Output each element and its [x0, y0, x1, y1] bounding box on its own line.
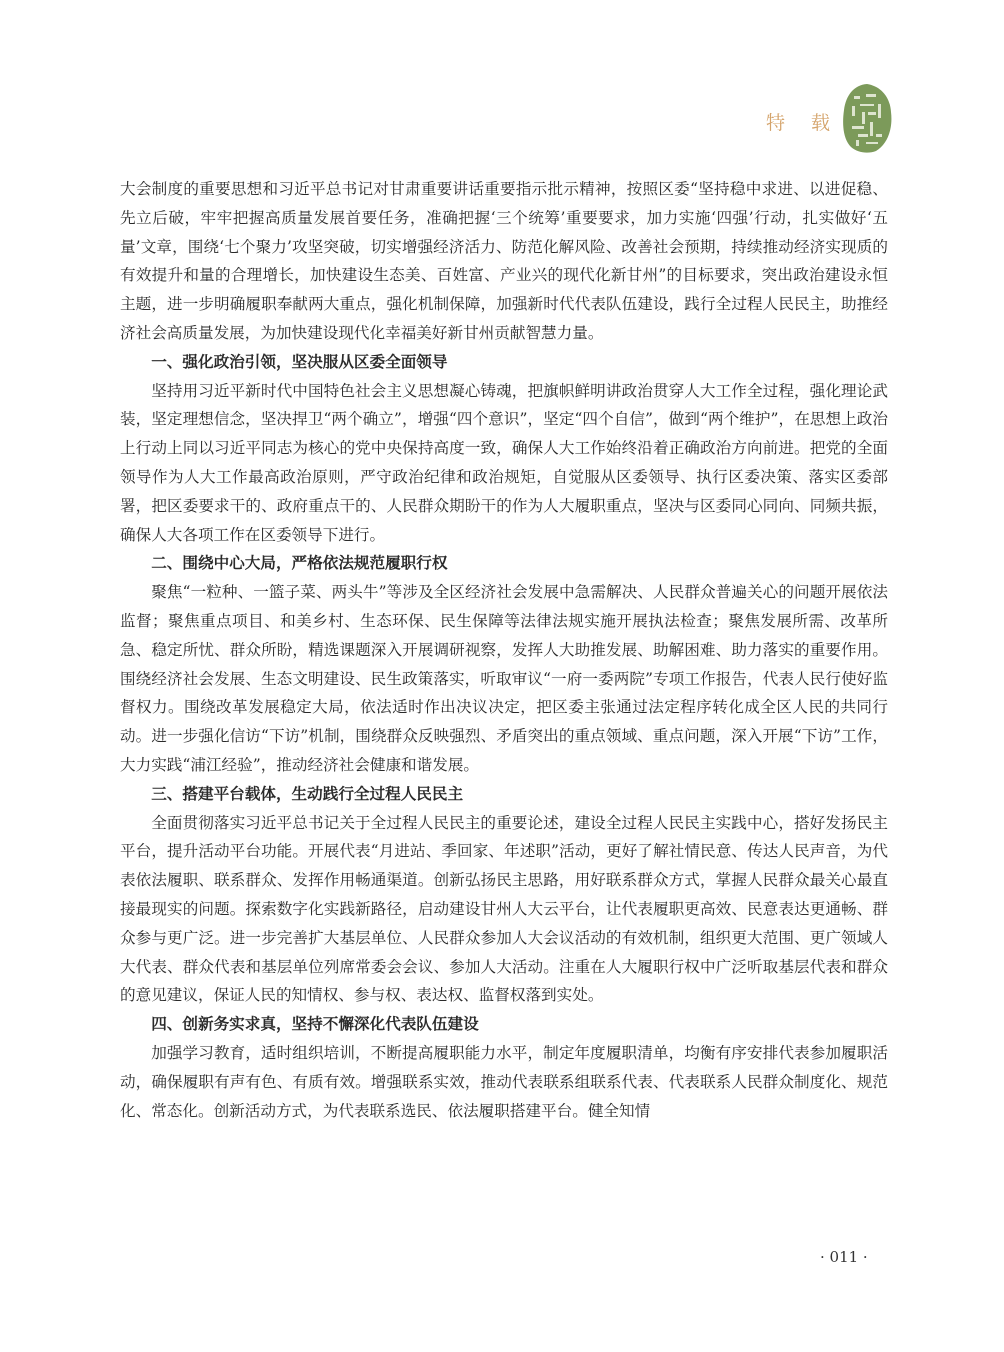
paragraph-4: 加强学习教育，适时组织培训，不断提高履职能力水平，制定年度履职清单，均衡有序安排代表参加履职活动，确保履职有声有色、有质有效。增强联系实效，推动代表联系组联系代表、代表联系人民群众制度化、规范化、常态化。创新活动方式，为代表联系选民、依法履职搭建平台。健全知情 [120, 1043, 888, 1120]
paragraph-intro: 大会制度的重要思想和习近平总书记对甘肃重要讲话重要指示批示精神，按照区委“坚持稳中求进、以进促稳、先立后破，牢牢把握高质量发展首要任务，准确把握‘三个统筹’重要要求，加力实施‘四强’行动，扎实做好‘五量’文章，围绕‘七个聚力’攻坚突破，切实增强经济活力、防范化解风险、改善社会预期，持续推动经济实现质的有效提升和量的合理增长，加快建设生态美、百姓富、产业兴的现代化新甘州”的目标要求，突出政治建设永恒主题，进一步明确履职奉献两大重点，强化机制保障，加强新时代代表队伍建设，践行全过程人民民主，助推经济社会高质量发展，为加快建设现代化幸福美好新甘州贡献智慧力量。 [120, 180, 888, 342]
section-heading-2: 二、围绕中心大局，严格依法规范履职行权 [151, 554, 448, 573]
section-label: 特 载 [766, 112, 841, 134]
page-number: · 011 · [820, 1248, 868, 1266]
article-body [120, 175, 888, 1125]
section-heading-4: 四、创新务实求真，坚持不懈深化代表队伍建设 [151, 1015, 479, 1034]
paragraph-1: 坚持用习近平新时代中国特色社会主义思想凝心铸魂，把旗帜鲜明讲政治贯穿人大工作全过程，强化理论武装，坚定理想信念，坚决捍卫“两个确立”，增强“四个意识”，坚定“四个自信”，做到“两个维护”，在思想上政治上行动上同以习近平同志为核心的党中央保持高度一致，确保人大工作始终沿着正确政治方向前进。把党的全面领导作为人大工作最高政治原则，严守政治纪律和政治规矩，自觉服从区委领导、执行区委决策、落实区委部署，把区委要求干的、政府重点干的、人民群众期盼干的作为人大履职重点，坚决与区委同心同向、同频共振，确保人大各项工作在区委领导下进行。 [120, 381, 888, 544]
paragraph-3: 全面贯彻落实习近平总书记关于全过程人民民主的重要论述，建设全过程人民民主实践中心，搭好发扬民主平台，提升活动平台功能。开展代表“月进站、季回家、年述职”活动，更好了解社情民意、传达人民声音，为代表依法履职、联系群众、发挥作用畅通渠道。创新弘扬民主思路，用好联系群众方式，掌握人民群众最关心最直接最现实的问题。探索数字化实践新路径，启动建设甘州人大云平台，让代表履职更高效、民意表达更通畅、群众参与更广泛。进一步完善扩大基层单位、人民群众参加人大会议活动的有效机制，组织更大范围、更广领域人大代表、群众代表和基层单位列席常委会会议、参加人大活动。注重在人大履职行权中广泛听取基层代表和群众的意见建议，保证人民的知情权、参与权、表达权、监督权落到实处。 [120, 813, 888, 1005]
section-heading-3: 三、搭建平台载体，生动践行全过程人民民主 [151, 784, 464, 803]
section-heading-1: 一、强化政治引领，坚决服从区委全面领导 [151, 352, 448, 371]
seal-stamp-icon [840, 82, 894, 154]
paragraph-2: 聚焦“一粒种、一篮子菜、两头牛”等涉及全区经济社会发展中急需解决、人民群众普遍关心的问题开展依法监督；聚焦重点项目、和美乡村、生态环保、民生保障等法律法规实施开展执法检查；聚焦发展所需、改革所急、稳定所忧、群众所盼，精选课题深入开展调研视察，发挥人大助推发展、助解困难、助力落实的重要作用。围绕经济社会发展、生态文明建设、民生政策落实，听取审议“一府一委两院”专项工作报告，代表人民行使好监督权力。围绕改革发展稳定大局，依法适时作出决议决定，把区委主张通过法定程序转化成全区人民的共同行动。进一步强化信访“下访”机制，围绕群众反映强烈、矛盾突出的重点领域、重点问题，深入开展“下访”工作，大力实践“浦江经验”，推动经济社会健康和谐发展。 [120, 583, 888, 774]
